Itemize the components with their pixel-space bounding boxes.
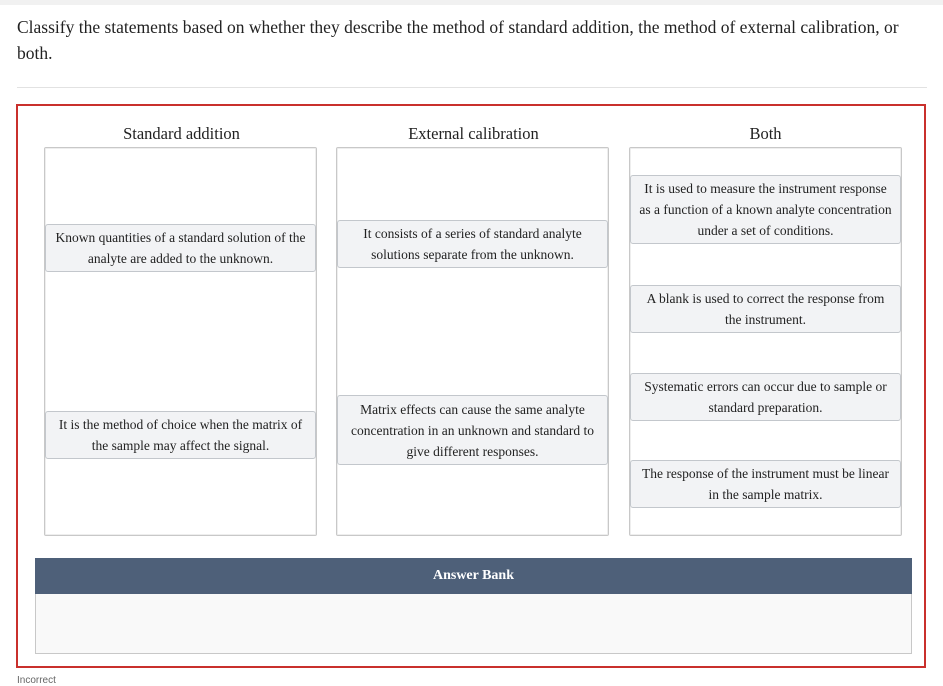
- bin-external-calibration[interactable]: [336, 147, 609, 536]
- draggable-card[interactable]: Known quantities of a standard solution of the analyte are added to the unknown.: [45, 224, 316, 272]
- draggable-card[interactable]: A blank is used to correct the response from the instrument.: [630, 285, 901, 333]
- draggable-card[interactable]: It is used to measure the instrument response as a function of a known analyte concentration under a set of conditions.: [630, 175, 901, 244]
- draggable-card[interactable]: It consists of a series of standard analyte solutions separate from the unknown.: [337, 220, 608, 268]
- draggable-card[interactable]: Systematic errors can occur due to sample or standard preparation.: [630, 373, 901, 421]
- top-strip: [0, 0, 943, 5]
- question-prompt: Classify the statements based on whether they describe the method of standard addition, the method of external calibration, or both.: [17, 17, 899, 63]
- answer-bank-dropzone[interactable]: [35, 594, 912, 654]
- draggable-card[interactable]: It is the method of choice when the matrix of the sample may affect the signal.: [45, 411, 316, 459]
- column-title-standard-addition: Standard addition: [123, 124, 240, 143]
- bin-standard-addition[interactable]: [44, 147, 317, 536]
- draggable-card[interactable]: Matrix effects can cause the same analyte concentration in an unknown and standard to give different responses.: [337, 395, 608, 465]
- divider: [17, 87, 927, 88]
- draggable-card[interactable]: The response of the instrument must be linear in the sample matrix.: [630, 460, 901, 508]
- answer-bank-header: Answer Bank: [35, 558, 912, 594]
- status-label: Incorrect: [17, 675, 56, 686]
- column-title-both: Both: [749, 124, 782, 143]
- column-title-external-calibration: External calibration: [408, 124, 539, 143]
